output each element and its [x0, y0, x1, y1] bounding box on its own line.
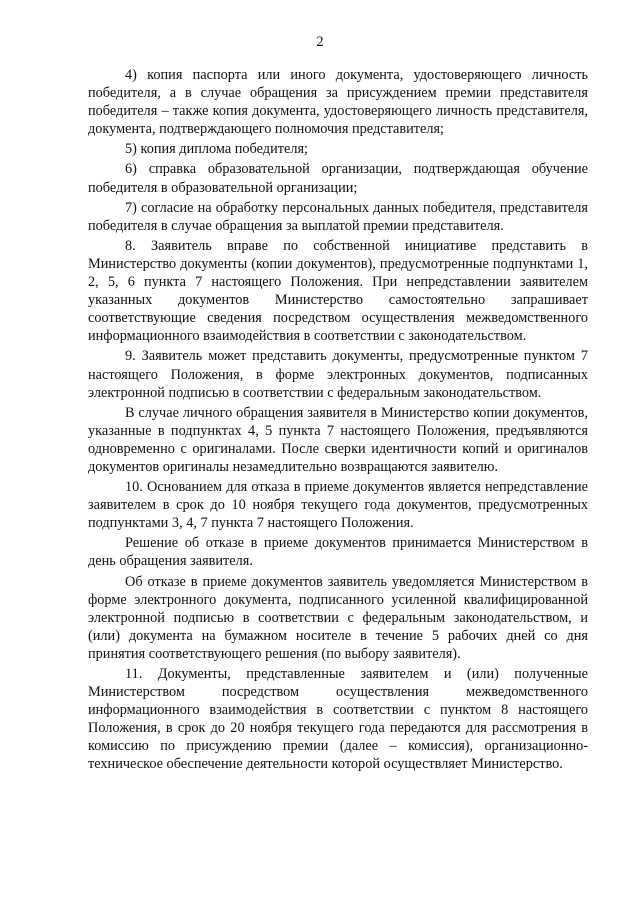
paragraph-clause-8: 8. Заявитель вправе по собственной инициативе представить в Министерство документы (копии документов), предусмотренные подпунктами 1, 2, 5, 6 пункта 7 настоящего Положения. При непредставлении заявителем указанных документов Министерство самостоятельно запрашивает соответствующие сведения посредством осуществления межведомственного информационного взаимодействия в соответствии с законодательством. — [88, 237, 588, 345]
paragraph-item-4-passport-copy: 4) копия паспорта или иного документа, удостоверяющего личность победителя, а в случае обращения за присуждением премии представителя победителя – также копия документа, удостоверяющего личность представителя, документа, подтверждающего полномочия представителя; — [88, 67, 588, 138]
paragraph-clause-9: 9. Заявитель может представить документы, предусмотренные пунктом 7 настоящего Положения, в форме электронных документов, подписанных электронной подписью в соответствии с федеральным законодательством. — [88, 348, 588, 401]
paragraph-refusal-decision: Решение об отказе в приеме документов принимается Министерством в день обращения заявителя. — [88, 535, 588, 570]
paragraph-item-7-consent: 7) согласие на обработку персональных данных победителя, представителя победителя в случае обращения за выплатой премии представителя. — [88, 199, 588, 234]
page-number: 2 — [316, 34, 324, 50]
paragraph-personal-submission: В случае личного обращения заявителя в Министерство копии документов, указанные в подпунктах 4, 5 пункта 7 настоящего Положения, предъявляются одновременно с оригиналами. После сверки идентичности копий и оригиналов документов оригиналы незамедлительно возвращаются заявителю. — [88, 404, 588, 475]
paragraph-item-5-diploma-copy: 5) копия диплома победителя; — [125, 141, 309, 158]
paragraph-clause-10: 10. Основанием для отказа в приеме документов является непредставление заявителем в срок до 10 ноября текущего года документов, предусмотренных подпунктами 3, 4, 7 пункта 7 настоящего Положения. — [88, 479, 588, 532]
paragraph-refusal-notice: Об отказе в приеме документов заявитель уведомляется Министерством в форме электронного документа, подписанного усиленной квалифицированной электронной подписью в соответствии с федеральным законодательством, и (или) документа на бумажном носителе в течение 5 рабочих дней со дня принятия соответствующего решения (по выбору заявителя). — [88, 573, 588, 662]
paragraph-clause-11: 11. Документы, представленные заявителем и (или) полученные Министерством посредством осуществления межведомственного информационного взаимодействия в соответствии с пунктом 8 настоящего Положения, в срок до 20 ноября текущего года передаются для рассмотрения в комиссию по присуждению премии (далее – комиссия), организационно-техническое обеспечение деятельности которой осуществляет Министерство. — [88, 666, 588, 773]
document-body — [88, 66, 588, 776]
paragraph-item-6-certificate: 6) справка образовательной организации, подтверждающая обучение победителя в образовательной организации; — [88, 161, 588, 196]
